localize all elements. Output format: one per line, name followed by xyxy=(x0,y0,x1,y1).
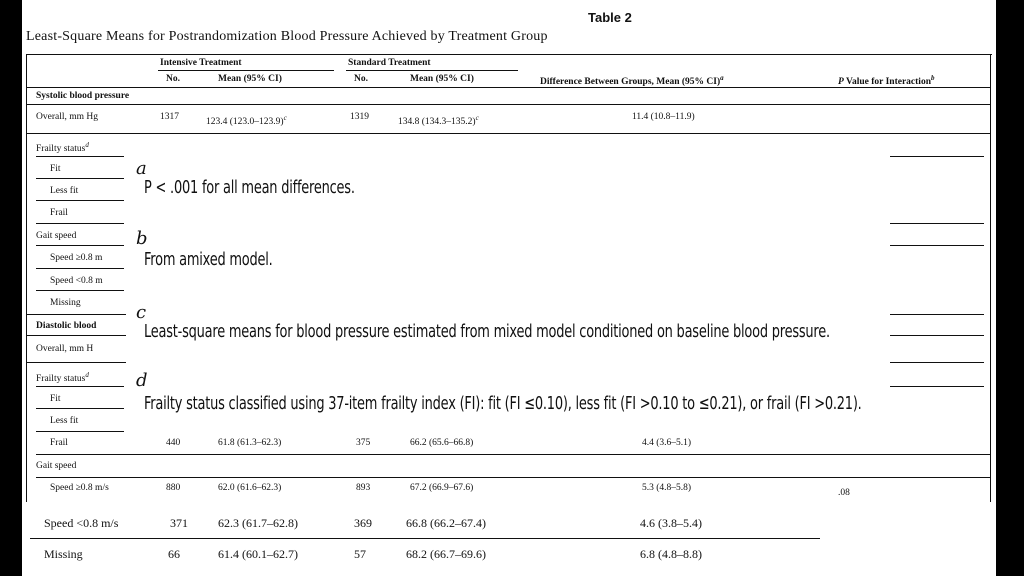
systolic-std-mean: 134.8 $(134.3-135.2)^c$ xyxy=(398,114,479,128)
header-pvalue-text: Value for Interaction xyxy=(843,77,931,88)
footnote-d-text: Frailty status classified using 37-item frailty index (FI): fit (FI ≤0.10), less fit (FI >0.10 to ≤0.21), or frail (FI >0.21). xyxy=(144,393,862,414)
systolic-frail: Frail xyxy=(50,208,68,218)
rule xyxy=(26,335,126,336)
rule xyxy=(36,178,124,179)
diastolic-speed-ge-label: Speed ≥0.8 m/s xyxy=(50,483,109,493)
left-rule xyxy=(26,54,27,502)
rule xyxy=(36,268,124,269)
systolic-frailty-label: Frailty status$^d$ xyxy=(36,141,89,155)
diastolic-speed-lt-int-no: 371 xyxy=(170,516,188,530)
header-pvalue: P Value for Interaction$^b$ xyxy=(838,74,935,88)
rule xyxy=(30,538,820,539)
rule xyxy=(26,314,126,315)
intensive-rule xyxy=(158,70,334,71)
diastolic-speed-ge-std-no: 893 xyxy=(356,483,371,493)
right-rule xyxy=(990,54,991,502)
rule xyxy=(890,314,984,315)
diastolic-missing-std-mean: 68.2 (66.7–69.6) xyxy=(406,547,486,561)
systolic-std-no: 1319 xyxy=(350,112,369,122)
footnote-b-text: From amixed model. xyxy=(144,249,273,270)
rule xyxy=(36,223,124,224)
footnote-c-text: Least-square means for blood pressure estimated from mixed model conditioned on baseline blood pressure. xyxy=(144,321,830,342)
diastolic-frailty-label: Frailty status$^d$ xyxy=(36,371,89,385)
rule xyxy=(26,104,990,105)
header-std-no: No. xyxy=(354,74,368,84)
header-standard: Standard Treatment xyxy=(348,58,431,68)
diastolic-missing-int-mean: 61.4 (60.1–62.7) xyxy=(218,547,298,561)
footnote-a-text: P < .001 for all mean differences. xyxy=(144,177,355,198)
header-difference: Difference Between Groups, Mean (95% CI)$^a$ xyxy=(540,74,724,88)
systolic-gait-label: Gait speed xyxy=(36,231,77,241)
diastolic-speed-ge-std-mean: 67.2 (66.9–67.6) xyxy=(410,483,474,493)
diastolic-frail-int-no: 440 xyxy=(166,438,181,448)
diastolic-speed-ge-int-no: 880 xyxy=(166,483,181,493)
rule xyxy=(26,133,990,134)
diastolic-speed-ge-int-mean: 62.0 (61.6–62.3) xyxy=(218,483,282,493)
diastolic-overall-label: Overall, mm H xyxy=(36,344,94,354)
rule xyxy=(890,245,984,246)
rule xyxy=(36,408,124,409)
diastolic-speed-lt-diff: 4.6 (3.8–5.4) xyxy=(640,516,702,530)
top-rule xyxy=(26,54,992,55)
diastolic-frail-std-mean: 66.2 (65.6–66.8) xyxy=(410,438,474,448)
rule xyxy=(36,156,124,157)
diastolic-speed-lt-std-mean: 66.8 (66.2–67.4) xyxy=(406,516,486,530)
diastolic-missing-label: Missing xyxy=(44,547,83,561)
table-number: Table 2 xyxy=(588,10,632,25)
rule xyxy=(36,200,124,201)
footnote-a-letter: a xyxy=(136,158,147,179)
rule xyxy=(36,454,990,455)
diastolic-missing-std-no: 57 xyxy=(354,547,366,561)
systolic-missing: Missing xyxy=(50,298,81,308)
diastolic-section: Diastolic blood xyxy=(36,321,97,331)
table-document xyxy=(22,0,996,502)
diastolic-missing-diff: 6.8 (4.8–8.8) xyxy=(640,547,702,561)
systolic-diff: 11.4 (10.8–11.9) xyxy=(632,112,695,122)
diastolic-speed-ge-p: .08 xyxy=(838,488,850,498)
footnote-b-letter: b xyxy=(136,228,148,249)
rule xyxy=(890,362,984,363)
diastolic-speed-lt-int-mean: 62.3 (61.7–62.8) xyxy=(218,516,298,530)
header-int-mean: Mean (95% CI) xyxy=(218,74,282,84)
table-title: Least-Square Means for Postrandomization Blood Pressure Achieved by Treatment Group xyxy=(26,29,548,44)
diastolic-frail-std-no: 375 xyxy=(356,438,371,448)
diastolic-frail-diff: 4.4 (3.6–5.1) xyxy=(642,438,692,448)
systolic-less-fit: Less fit xyxy=(50,186,79,196)
systolic-fit: Fit xyxy=(50,164,61,174)
systolic-int-mean: 123.4 $(123.0-123.9)^c$ xyxy=(206,114,287,128)
diastolic-gait-label: Gait speed xyxy=(36,461,77,471)
systolic-section: Systolic blood pressure xyxy=(36,91,130,101)
rule xyxy=(890,335,984,336)
diastolic-speed-lt-std-no: 369 xyxy=(354,516,372,530)
rule xyxy=(26,362,126,363)
header-int-no: No. xyxy=(166,74,180,84)
rule xyxy=(36,245,124,246)
rule xyxy=(890,386,984,387)
systolic-overall-label: Overall, mm Hg xyxy=(36,112,99,122)
diastolic-less-fit: Less fit xyxy=(50,416,79,426)
table-continuation xyxy=(22,502,996,576)
diastolic-fit: Fit xyxy=(50,394,61,404)
rule xyxy=(36,386,124,387)
rule xyxy=(36,431,124,432)
rule xyxy=(890,156,984,157)
diastolic-speed-ge-diff: 5.3 (4.8–5.8) xyxy=(642,483,692,493)
systolic-speed-lt: Speed <0.8 m xyxy=(50,276,103,286)
diastolic-missing-int-no: 66 xyxy=(168,547,180,561)
diastolic-frail-int-mean: 61.8 (61.3–62.3) xyxy=(218,438,282,448)
header-std-mean: Mean (95% CI) xyxy=(410,74,474,84)
systolic-speed-ge: Speed ≥0.8 m xyxy=(50,253,103,263)
diastolic-frail-label: Frail xyxy=(50,438,68,448)
diastolic-speed-lt-label: Speed <0.8 m/s xyxy=(44,516,119,530)
rule xyxy=(890,223,984,224)
header-rule xyxy=(26,87,990,88)
header-intensive: Intensive Treatment xyxy=(160,58,242,68)
standard-rule xyxy=(346,70,518,71)
rule xyxy=(36,290,124,291)
footnote-c-letter: c xyxy=(136,302,147,323)
rule xyxy=(36,477,990,478)
systolic-int-no: 1317 xyxy=(160,112,179,122)
footnote-d-letter: d xyxy=(136,370,148,391)
